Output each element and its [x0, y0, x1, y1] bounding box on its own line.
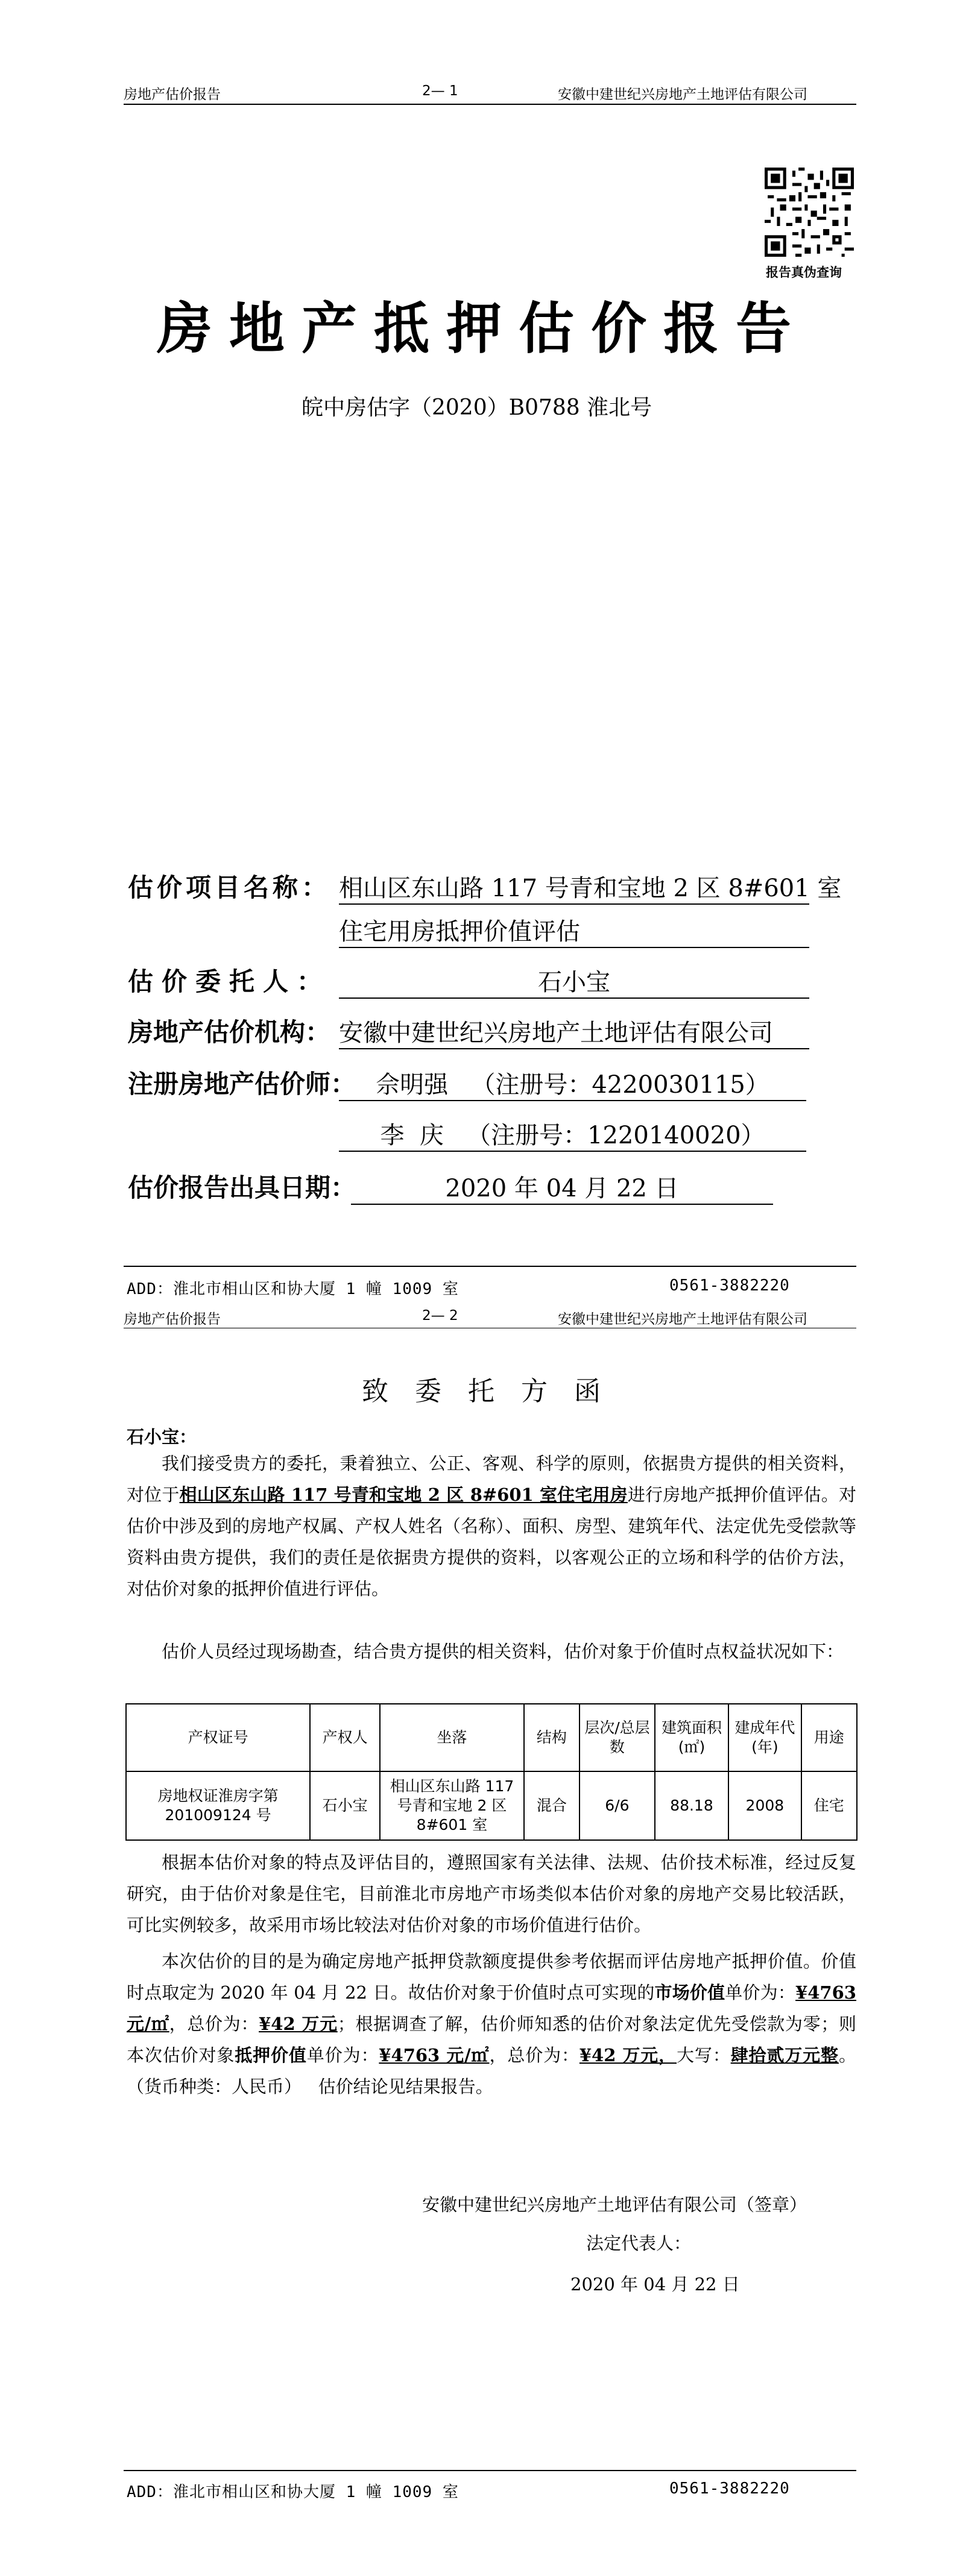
field-value-appraiser-1: 佘明强 （注册号：4220030115） — [339, 1066, 806, 1101]
page2-footer-phone: 0561-3882220 — [669, 2480, 790, 2498]
field-label-registered-appraiser: 注册房地产估价师： — [128, 1069, 356, 1099]
paragraph-1-text-a: 我们接受贵方的委托，秉着独立、公正、客观、科学的原则，依据贵方提供的相关资料，对位于 — [127, 1453, 856, 1505]
table-header-area: 建筑面积(㎡) — [655, 1704, 728, 1771]
field-label-client: 估价委托人： — [128, 967, 331, 996]
qr-code[interactable] — [765, 168, 854, 259]
page2-header-left: 房地产估价报告 — [124, 1312, 221, 1327]
table-cell-structure: 混合 — [524, 1771, 580, 1840]
table-cell-usage: 住宅 — [801, 1771, 857, 1840]
page1-footer-address: ADD：淮北市相山区和协大厦 1 幢 1009 室 — [127, 1280, 459, 1298]
paragraph-4-text-a: 本次估价的目的是为确定房地产抵押贷款额度提供参考依据而评估房地产抵押价值。价值时点取定为 2020 年 04 月 22 日。故估价对象于价值时点可实现的 — [127, 1951, 856, 2003]
field-value-project-name-line2: 住宅用房抵押价值评估 — [339, 913, 809, 948]
letter-salutation: 石小宝： — [127, 1427, 197, 1447]
mortgage-total-price: ¥42 万元， — [579, 2045, 677, 2066]
page1-header-page-number: 2— 1 — [422, 83, 458, 99]
letter-paragraph-2: 估价人员经过现场勘查，结合贵方提供的相关资料，估价对象于价值时点权益状况如下： — [162, 1641, 844, 1662]
table-cell-floor: 6/6 — [580, 1771, 655, 1840]
market-unit-price: ¥4763 元/㎡ — [127, 1982, 856, 2034]
field-label-report-date: 估价报告出具日期： — [128, 1173, 356, 1202]
paragraph-4-text-f: ，总价为： — [489, 2045, 580, 2066]
report-document-number: 皖中房估字（2020）B0788 淮北号 — [302, 395, 652, 420]
table-header-row — [126, 1704, 857, 1771]
table-header-cert-no: 产权证号 — [126, 1704, 310, 1771]
field-label-valuation-agency: 房地产估价机构： — [128, 1017, 331, 1047]
field-value-client: 石小宝 — [339, 963, 809, 999]
table-cell-owner: 石小宝 — [310, 1771, 380, 1840]
total-in-words: 肆拾贰万元整 — [730, 2045, 839, 2066]
qr-caption: 报告真伪查询 — [766, 265, 842, 280]
signature-company: 安徽中建世纪兴房地产土地评估有限公司（签章） — [422, 2194, 807, 2215]
page2-header-right: 安徽中建世纪兴房地产土地评估有限公司 — [558, 1312, 807, 1327]
table-header-structure: 结构 — [524, 1704, 580, 1771]
page1-footer-rule — [124, 1266, 856, 1267]
field-value-project-name: 相山区东山路 117 号青和宝地 2 区 8#601 室 — [339, 869, 809, 905]
page2-footer-address: ADD：淮北市相山区和协大厦 1 幢 1009 室 — [127, 2483, 459, 2501]
page1-header-rule — [124, 104, 856, 105]
table-header-location: 坐落 — [380, 1704, 524, 1771]
page1-footer-phone: 0561-3882220 — [669, 1277, 790, 1295]
paragraph-4-text-d: ；根据调查了解，估价师知悉的估价对象法定优先受偿款为零；则本次估价对象 — [127, 2014, 856, 2066]
field-value-appraiser-2: 李 庆 （注册号：1220140020） — [339, 1116, 806, 1152]
table-row — [126, 1771, 857, 1840]
signature-legal-representative: 法定代表人： — [586, 2233, 692, 2254]
table-header-year-built: 建成年代(年) — [728, 1704, 801, 1771]
page2-header-page-number: 2— 2 — [422, 1308, 458, 1324]
page1-header-right: 安徽中建世纪兴房地产土地评估有限公司 — [558, 87, 807, 102]
paragraph-4-text-b: 单价为： — [725, 1982, 796, 2003]
paragraph-4-text-e: 单价为： — [306, 2045, 379, 2066]
table-header-usage: 用途 — [801, 1704, 857, 1771]
table-cell-year-built: 2008 — [728, 1771, 801, 1840]
property-info-table — [125, 1703, 858, 1841]
market-total-price: ¥42 万元 — [259, 2014, 338, 2034]
market-value-label: 市场价值 — [654, 1982, 725, 2003]
paragraph-4-text-h: 。（货币种类：人民币） 估价结论见结果报告。 — [127, 2045, 856, 2097]
field-label-project-name: 估价项目名称： — [128, 873, 331, 902]
letter-paragraph-4 — [127, 1946, 856, 2102]
paragraph-4-text-c: ，总价为： — [169, 2014, 259, 2034]
paragraph-1-text-b: 进行房地产抵押价值评估。对估价中涉及到的房地产权属、产权人姓名（名称）、面积、房型、建筑年代、法定优先受偿款等资料由贵方提供，我们的责任是依据贵方提供的资料，以客观公正的立场和科学的估价方法，对估价对象的抵押价值进行评估。 — [127, 1484, 856, 1599]
table-header-owner: 产权人 — [310, 1704, 380, 1771]
letter-paragraph-1 — [127, 1448, 856, 1604]
page1-header-left: 房地产估价报告 — [124, 87, 221, 102]
mortgage-unit-price: ¥4763 元/㎡ — [379, 2045, 490, 2066]
field-value-valuation-agency: 安徽中建世纪兴房地产土地评估有限公司 — [339, 1014, 809, 1049]
property-address: 相山区东山路 117 号青和宝地 2 区 8#601 室住宅用房 — [179, 1484, 628, 1505]
qr-code-icon — [765, 168, 854, 257]
paragraph-4-text-g: 大写： — [677, 2045, 731, 2066]
table-cell-area: 88.18 — [655, 1771, 728, 1840]
signature-date: 2020 年 04 月 22 日 — [570, 2274, 740, 2295]
letter-paragraph-3: 根据本估价对象的特点及评估目的，遵照国家有关法律、法规、估价技术标准，经过反复研究，由于估价对象是住宅，目前淮北市房地产市场类似本估价对象的房地产交易比较活跃，可比实例较多，故采用市场比较法对估价对象的市场价值进行估价。 — [127, 1852, 856, 1935]
report-title: 房地产抵押估价报告 — [157, 296, 809, 361]
page2-footer-rule — [124, 2470, 856, 2471]
letter-title: 致委托方函 — [362, 1376, 627, 1407]
property-info-table-wrap — [125, 1703, 858, 1841]
table-cell-cert-no: 房地权证淮房字第 201009124 号 — [126, 1771, 310, 1840]
table-header-floor: 层次/总层数 — [580, 1704, 655, 1771]
field-value-report-date: 2020 年 04 月 22 日 — [351, 1169, 773, 1205]
table-cell-location: 相山区东山路 117 号青和宝地 2 区 8#601 室 — [380, 1771, 524, 1840]
mortgage-value-label: 抵押价值 — [235, 2045, 307, 2066]
